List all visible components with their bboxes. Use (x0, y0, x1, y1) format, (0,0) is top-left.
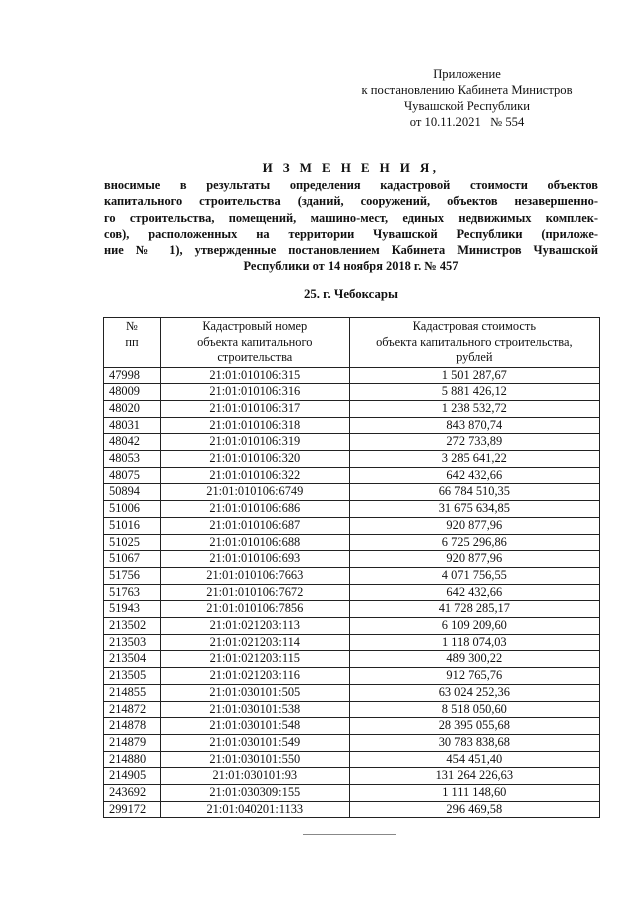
table-row (104, 467, 600, 484)
section-heading: 25. г. Чебоксары (303, 287, 399, 301)
cadastral-number: 21:01:010106:7672 (160, 584, 349, 601)
cadastral-value: 66 784 510,35 (349, 484, 599, 501)
table-row (104, 751, 600, 768)
table-row (104, 734, 600, 751)
cadastral-number: 21:01:030101:549 (160, 734, 349, 751)
table-body (104, 367, 600, 818)
table-header-row (104, 318, 600, 368)
cadastral-value: 41 728 285,17 (349, 601, 599, 618)
cadastral-number: 21:01:030309:155 (160, 785, 349, 802)
cadastral-value: 642 432,66 (349, 467, 599, 484)
appendix-line: Приложение (433, 67, 501, 81)
row-number: 47998 (104, 367, 161, 384)
row-number: 48009 (104, 384, 161, 401)
table-row (104, 567, 600, 584)
cadastral-number: 21:01:030101:548 (160, 718, 349, 735)
row-number: 51016 (104, 517, 161, 534)
title-line: го строительства, помещений, машино-мест, единых недвижимых комплек- (104, 210, 598, 225)
row-number: 214879 (104, 734, 161, 751)
cadastral-value: 5 881 426,12 (349, 384, 599, 401)
cadastral-number: 21:01:021203:114 (160, 634, 349, 651)
header-cadastral-number: Кадастровый номер объекта капитального строительства (160, 318, 349, 368)
table-row (104, 701, 600, 718)
footer-divider (303, 834, 396, 835)
table-row (104, 718, 600, 735)
row-number: 213502 (104, 618, 161, 635)
row-number: 51025 (104, 534, 161, 551)
cadastral-value: 1 501 287,67 (349, 367, 599, 384)
cadastral-value: 489 300,22 (349, 651, 599, 668)
cadastral-value: 843 870,74 (349, 417, 599, 434)
row-number: 214872 (104, 701, 161, 718)
row-number: 51756 (104, 567, 161, 584)
table-row (104, 801, 600, 818)
table-row (104, 651, 600, 668)
cadastral-number: 21:01:030101:538 (160, 701, 349, 718)
cadastral-value: 131 264 226,63 (349, 768, 599, 785)
table-row (104, 501, 600, 518)
cadastral-value: 454 451,40 (349, 751, 599, 768)
title-line: сов), расположенных на территории Чувашской Республики (приложе- (104, 226, 598, 241)
table-row (104, 534, 600, 551)
appendix-line: к постановлению Кабинета Министров (361, 83, 573, 97)
appendix-line: Чувашской Республики (404, 99, 530, 113)
cadastral-value: 28 395 055,68 (349, 718, 599, 735)
document-title (104, 160, 598, 274)
table-row (104, 584, 600, 601)
appendix-line: от 10.11.2021 № 554 (409, 115, 525, 129)
cadastral-number: 21:01:021203:116 (160, 668, 349, 685)
row-number: 51943 (104, 601, 161, 618)
table-row (104, 601, 600, 618)
row-number: 48075 (104, 467, 161, 484)
cadastral-value: 4 071 756,55 (349, 567, 599, 584)
table-row (104, 768, 600, 785)
row-number: 213505 (104, 668, 161, 685)
cadastral-number: 21:01:010106:6749 (160, 484, 349, 501)
cadastral-value: 272 733,89 (349, 434, 599, 451)
cadastral-number: 21:01:010106:320 (160, 451, 349, 468)
cadastral-value: 31 675 634,85 (349, 501, 599, 518)
table-row (104, 785, 600, 802)
cadastral-number: 21:01:010106:687 (160, 517, 349, 534)
header-number: № пп (104, 318, 161, 368)
cadastral-value: 8 518 050,60 (349, 701, 599, 718)
title-main: И З М Е Н Е Н И Я, (262, 160, 440, 175)
row-number: 214905 (104, 768, 161, 785)
cadastral-number: 21:01:010106:7856 (160, 601, 349, 618)
cadastral-table (103, 317, 600, 818)
cadastral-value: 642 432,66 (349, 584, 599, 601)
header-cadastral-value: Кадастровая стоимость объекта капитального строительства, рублей (349, 318, 599, 368)
cadastral-value: 1 238 532,72 (349, 400, 599, 417)
cadastral-value: 1 111 148,60 (349, 785, 599, 802)
cadastral-value: 296 469,58 (349, 801, 599, 818)
cadastral-number: 21:01:010106:319 (160, 434, 349, 451)
row-number: 213503 (104, 634, 161, 651)
cadastral-number: 21:01:030101:93 (160, 768, 349, 785)
row-number: 213504 (104, 651, 161, 668)
table-row (104, 434, 600, 451)
table-row (104, 684, 600, 701)
table-row (104, 634, 600, 651)
cadastral-value: 6 109 209,60 (349, 618, 599, 635)
table-row (104, 400, 600, 417)
cadastral-value: 3 285 641,22 (349, 451, 599, 468)
row-number: 214880 (104, 751, 161, 768)
title-line: ние № 1), утвержденные постановлением Кабинета Министров Чувашской (104, 243, 598, 258)
row-number: 243692 (104, 785, 161, 802)
row-number: 50894 (104, 484, 161, 501)
row-number: 48020 (104, 400, 161, 417)
cadastral-number: 21:01:010106:686 (160, 501, 349, 518)
cadastral-number: 21:01:010106:688 (160, 534, 349, 551)
row-number: 214855 (104, 684, 161, 701)
row-number: 51006 (104, 501, 161, 518)
cadastral-value: 1 118 074,03 (349, 634, 599, 651)
cadastral-value: 920 877,96 (349, 517, 599, 534)
table-row (104, 668, 600, 685)
cadastral-number: 21:01:010106:316 (160, 384, 349, 401)
row-number: 48053 (104, 451, 161, 468)
cadastral-number: 21:01:010106:315 (160, 367, 349, 384)
title-line: капитального строительства (зданий, сооружений, объектов незавершенно- (104, 194, 598, 209)
cadastral-number: 21:01:021203:115 (160, 651, 349, 668)
table-row (104, 618, 600, 635)
cadastral-number: 21:01:021203:113 (160, 618, 349, 635)
cadastral-number: 21:01:010106:317 (160, 400, 349, 417)
table-row (104, 551, 600, 568)
cadastral-value: 6 725 296,86 (349, 534, 599, 551)
table-row (104, 517, 600, 534)
row-number: 299172 (104, 801, 161, 818)
table-row (104, 417, 600, 434)
table-row (104, 367, 600, 384)
cadastral-value: 63 024 252,36 (349, 684, 599, 701)
cadastral-number: 21:01:030101:550 (160, 751, 349, 768)
cadastral-number: 21:01:030101:505 (160, 684, 349, 701)
title-line: вносимые в результаты определения кадастровой стоимости объектов (104, 178, 598, 193)
cadastral-value: 912 765,76 (349, 668, 599, 685)
table-row (104, 484, 600, 501)
cadastral-value: 30 783 838,68 (349, 734, 599, 751)
title-line: Республики от 14 ноября 2018 г. № 457 (243, 259, 459, 274)
row-number: 51763 (104, 584, 161, 601)
table-row (104, 384, 600, 401)
table-row (104, 451, 600, 468)
cadastral-value: 920 877,96 (349, 551, 599, 568)
appendix-header (330, 66, 604, 130)
row-number: 48042 (104, 434, 161, 451)
cadastral-number: 21:01:010106:693 (160, 551, 349, 568)
cadastral-number: 21:01:040201:1133 (160, 801, 349, 818)
row-number: 48031 (104, 417, 161, 434)
row-number: 51067 (104, 551, 161, 568)
cadastral-number: 21:01:010106:318 (160, 417, 349, 434)
cadastral-number: 21:01:010106:7663 (160, 567, 349, 584)
row-number: 214878 (104, 718, 161, 735)
cadastral-number: 21:01:010106:322 (160, 467, 349, 484)
